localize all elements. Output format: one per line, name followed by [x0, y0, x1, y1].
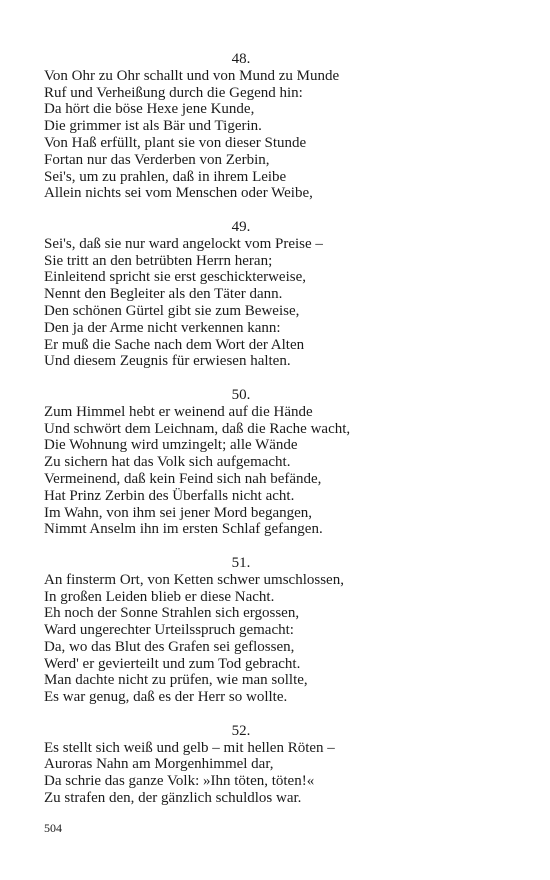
verse-line: Den ja der Arme nicht verkennen kann: — [44, 319, 281, 336]
verse-line: Ward ungerechter Urteilsspruch gemacht: — [44, 622, 294, 639]
stanza-number: 49. — [231, 218, 251, 235]
stanza-number: 52. — [231, 722, 251, 739]
verse-line: Sie tritt an den betrübten Herrn heran; — [44, 252, 273, 269]
verse-line: Ruf und Verheißung durch die Gegend hin: — [44, 84, 303, 101]
stanza-48 — [44, 51, 438, 202]
verse-line: Die Wohnung wird umzingelt; alle Wände — [44, 437, 298, 454]
verse-line: In großen Leiden blieb er diese Nacht. — [44, 588, 275, 605]
verse-line: Da, wo das Blut des Grafen sei geflossen, — [44, 638, 295, 655]
verse-line: Zu sichern hat das Volk sich aufgemacht. — [44, 454, 291, 471]
verse-line: Es war genug, daß es der Herr so wollte. — [44, 689, 288, 706]
verse-text — [44, 51, 438, 824]
verse-line: Man dachte nicht zu prüfen, wie man sollte, — [44, 672, 308, 689]
verse-line: Den schönen Gürtel gibt sie zum Beweise, — [44, 302, 300, 319]
verse-line: Werd' er gevierteilt und zum Tod gebracht. — [44, 655, 301, 672]
verse-line: Sei's, daß sie nur ward angelockt vom Preise – — [44, 235, 323, 252]
verse-line: Vermeinend, daß kein Feind sich nah befände, — [44, 470, 322, 487]
verse-line: Allein nichts sei vom Menschen oder Weibe, — [44, 185, 313, 202]
verse-line: Und diesem Zeugnis für erwiesen halten. — [44, 353, 291, 370]
verse-line: Zum Himmel hebt er weinend auf die Hände — [44, 403, 313, 420]
stanza-number: 48. — [231, 51, 251, 67]
verse-line: Von Haß erfüllt, plant sie von dieser Stunde — [44, 134, 307, 151]
verse-line: Da hört die böse Hexe jene Kunde, — [44, 101, 255, 118]
verse-line: Sei's, um zu prahlen, daß in ihrem Leibe — [44, 168, 287, 185]
verse-line: Da schrie das ganze Volk: »Ihn töten, töten!« — [44, 773, 315, 790]
page-number: 504 — [44, 821, 62, 835]
verse-line: Es stellt sich weiß und gelb – mit hellen Röten – — [44, 739, 335, 756]
verse-line: Im Wahn, von ihm sei jener Mord begangen, — [44, 504, 313, 521]
verse-line: Von Ohr zu Ohr schallt und von Mund zu Munde — [44, 67, 340, 84]
verse-line: Einleitend spricht sie erst geschickterweise, — [44, 269, 306, 286]
verse-line: Hat Prinz Zerbin des Überfalls nicht acht. — [44, 487, 295, 504]
stanza-51 — [44, 555, 438, 706]
verse-line: Eh noch der Sonne Strahlen sich ergossen, — [44, 605, 300, 622]
stanza-52 — [44, 723, 438, 807]
verse-line: Zu strafen den, der gänzlich schuldlos war. — [44, 790, 302, 807]
stanza-49 — [44, 219, 438, 370]
verse-line: Nennt den Begleiter als den Täter dann. — [44, 286, 283, 303]
stanza-50 — [44, 387, 438, 538]
verse-line: Fortan nur das Verderben von Zerbin, — [44, 151, 270, 168]
stanza-number: 50. — [231, 386, 251, 403]
verse-line: An finsterm Ort, von Ketten schwer umschlossen, — [44, 571, 344, 588]
verse-line: Er muß die Sache nach dem Wort der Alten — [44, 336, 305, 353]
verse-line: Und schwört dem Leichnam, daß die Rache wacht, — [44, 420, 351, 437]
verse-line: Auroras Nahn am Morgenhimmel dar, — [44, 756, 274, 773]
verse-line: Nimmt Anselm ihn im ersten Schlaf gefangen. — [44, 521, 323, 538]
verse-line: Die grimmer ist als Bär und Tigerin. — [44, 118, 262, 135]
stanza-number: 51. — [231, 554, 251, 571]
